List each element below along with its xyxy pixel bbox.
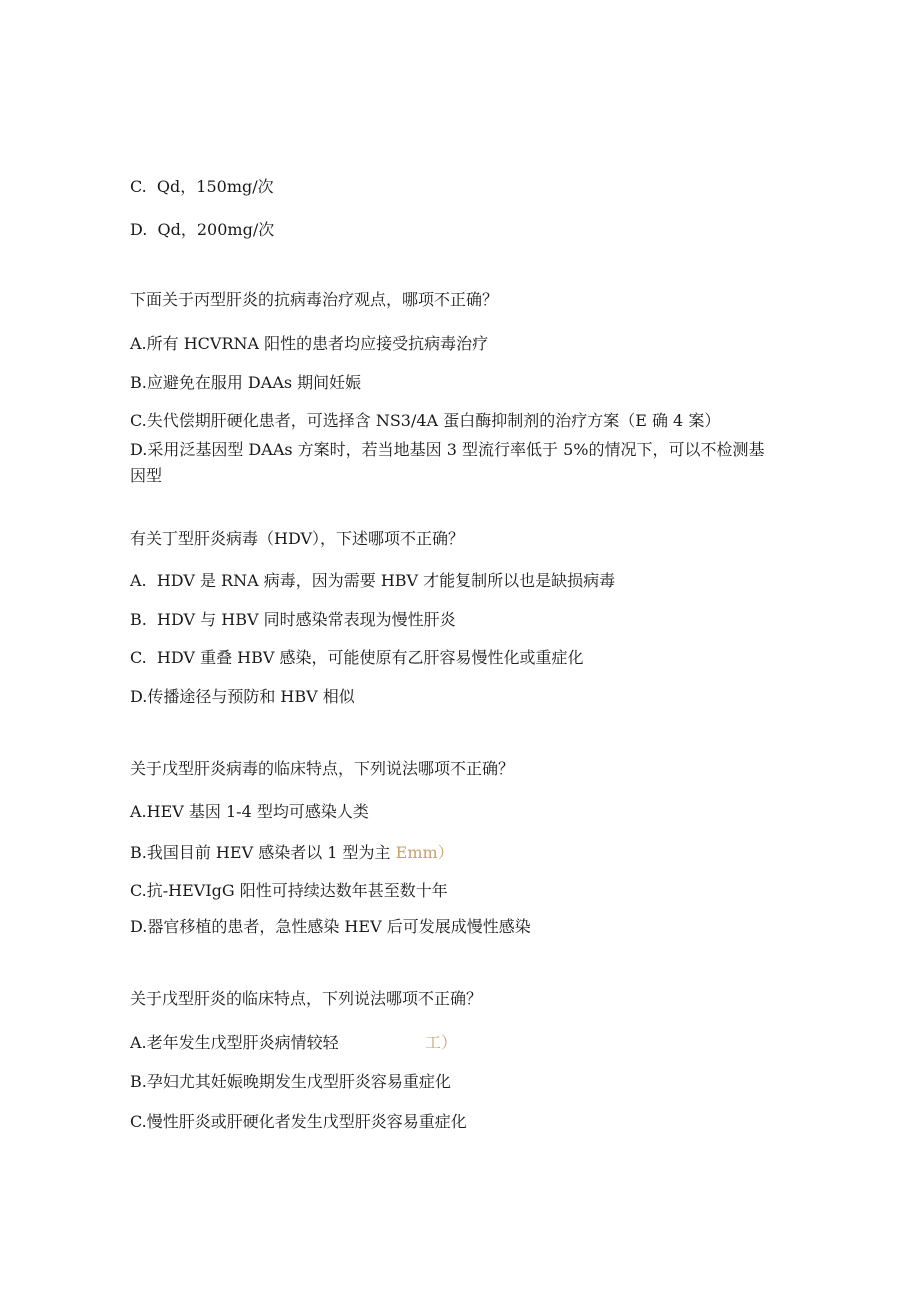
option-b-hcv: B.应避免在服用 DAAs 期间妊娠 xyxy=(130,373,362,392)
option-a-hdv: A. HDV 是 RNA 病毒，因为需要 HBV 才能复制所以也是缺损病毒 xyxy=(130,571,616,590)
option-b-hev-virus-text: B.我国目前 HEV 感染者以 1 型为主 xyxy=(130,843,391,862)
option-d-dose: D. Qd，200mg/次 xyxy=(130,220,275,239)
option-a-hev-virus: A.HEV 基因 1-4 型均可感染人类 xyxy=(130,802,369,821)
option-d-hev-virus: D.器官移植的患者，急性感染 HEV 后可发展成慢性感染 xyxy=(130,917,531,936)
question-hdv: 有关丁型肝炎病毒（HDV），下述哪项不正确？ xyxy=(130,529,465,548)
option-a-hev-clinical: A.老年发生戊型肝炎病情较轻 xyxy=(130,1033,339,1052)
option-b-hev-clinical: B.孕妇尤其妊娠晚期发生戊型肝炎容易重症化 xyxy=(130,1072,451,1091)
option-c-hev-virus: C.抗-HEVIgG 阳性可持续达数年甚至数十年 xyxy=(130,881,448,900)
option-b-hev-virus xyxy=(130,840,454,866)
option-a-hcv: A.所有 HCVRNA 阳性的患者均应接受抗病毒治疗 xyxy=(130,334,489,353)
stamp-mark: Emm） xyxy=(395,843,454,862)
question-hcv-treatment: 下面关于丙型肝炎的抗病毒治疗观点，哪项不正确？ xyxy=(130,290,499,309)
question-hev-virus: 关于戊型肝炎病毒的临床特点，下列说法哪项不正确？ xyxy=(130,759,515,778)
option-d-hdv: D.传播途径与预防和 HBV 相似 xyxy=(130,687,355,706)
question-hev-clinical: 关于戊型肝炎的临床特点，下列说法哪项不正确？ xyxy=(130,989,483,1008)
option-d-hcv: D.采用泛基因型 DAAs 方案时，若当地基因 3 型流行率低于 5%的情况下，可以不检测基因型 xyxy=(130,440,765,485)
option-c-hcv: C.失代偿期肝硬化患者，可选择含 NS3/4A 蛋白酶抑制剂的治疗方案（E 确 4 案） xyxy=(130,411,721,430)
option-c-hev-clinical: C.慢性肝炎或肝硬化者发生戊型肝炎容易重症化 xyxy=(130,1112,467,1131)
stamp-mark-2: 工） xyxy=(425,1033,458,1052)
option-c-hdv: C. HDV 重叠 HBV 感染，可能使原有乙肝容易慢性化或重症化 xyxy=(130,648,584,667)
option-b-hdv: B. HDV 与 HBV 同时感染常表现为慢性肝炎 xyxy=(130,610,456,629)
option-c-dose: C. Qd，150mg/次 xyxy=(130,177,274,196)
